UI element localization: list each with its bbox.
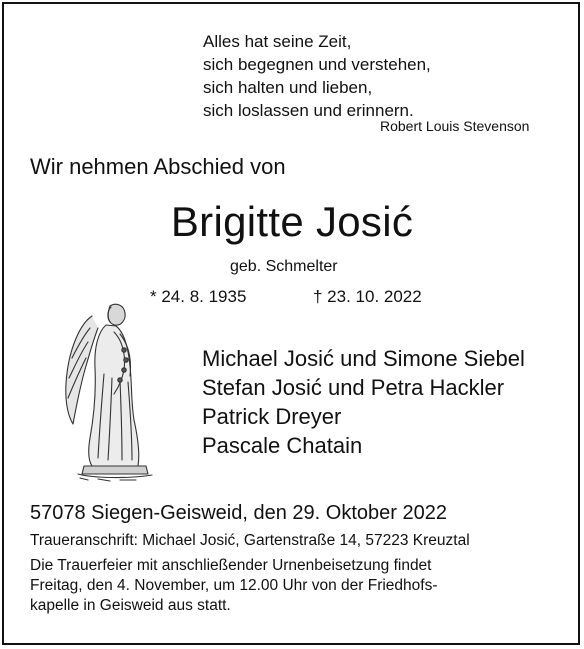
angel-statue-icon [58, 298, 158, 483]
mourner-name: Pascale Chatain [202, 433, 363, 458]
poem-line: sich halten und lieben, [203, 78, 373, 97]
service-line: Freitag, den 4. November, um 12.00 Uhr von der Friedhofs- [30, 577, 438, 594]
place-date: 57078 Siegen-Geisweid, den 29. Oktober 2022 [30, 502, 447, 524]
poem-line: sich loslassen und erinnern. [203, 101, 414, 120]
mourners-list [202, 344, 525, 460]
birth-name: geb. Schmelter [230, 258, 338, 275]
mourning-address: Traueranschrift: Michael Josić, Gartenstraße 14, 57223 Kreuztal [30, 532, 470, 549]
service-line: kapelle in Geisweid aus statt. [30, 597, 231, 614]
poem-line: sich begegnen und verstehen, [203, 55, 431, 74]
mourner-name: Patrick Dreyer [202, 404, 342, 429]
poem [203, 30, 431, 122]
intro-heading: Wir nehmen Abschied von [30, 154, 286, 179]
birth-date: * 24. 8. 1935 [150, 287, 247, 306]
poem-author: Robert Louis Stevenson [380, 118, 530, 134]
poem-line: Alles hat seine Zeit, [203, 32, 352, 51]
service-line: Die Trauerfeier mit anschließender Urnenbeisetzung findet [30, 557, 432, 574]
mourner-name: Michael Josić und Simone Siebel [202, 346, 525, 371]
deceased-name: Brigitte Josić [170, 198, 414, 245]
mourner-name: Stefan Josić und Petra Hackler [202, 375, 505, 400]
funeral-service-text [30, 556, 552, 616]
death-date: † 23. 10. 2022 [313, 287, 422, 306]
